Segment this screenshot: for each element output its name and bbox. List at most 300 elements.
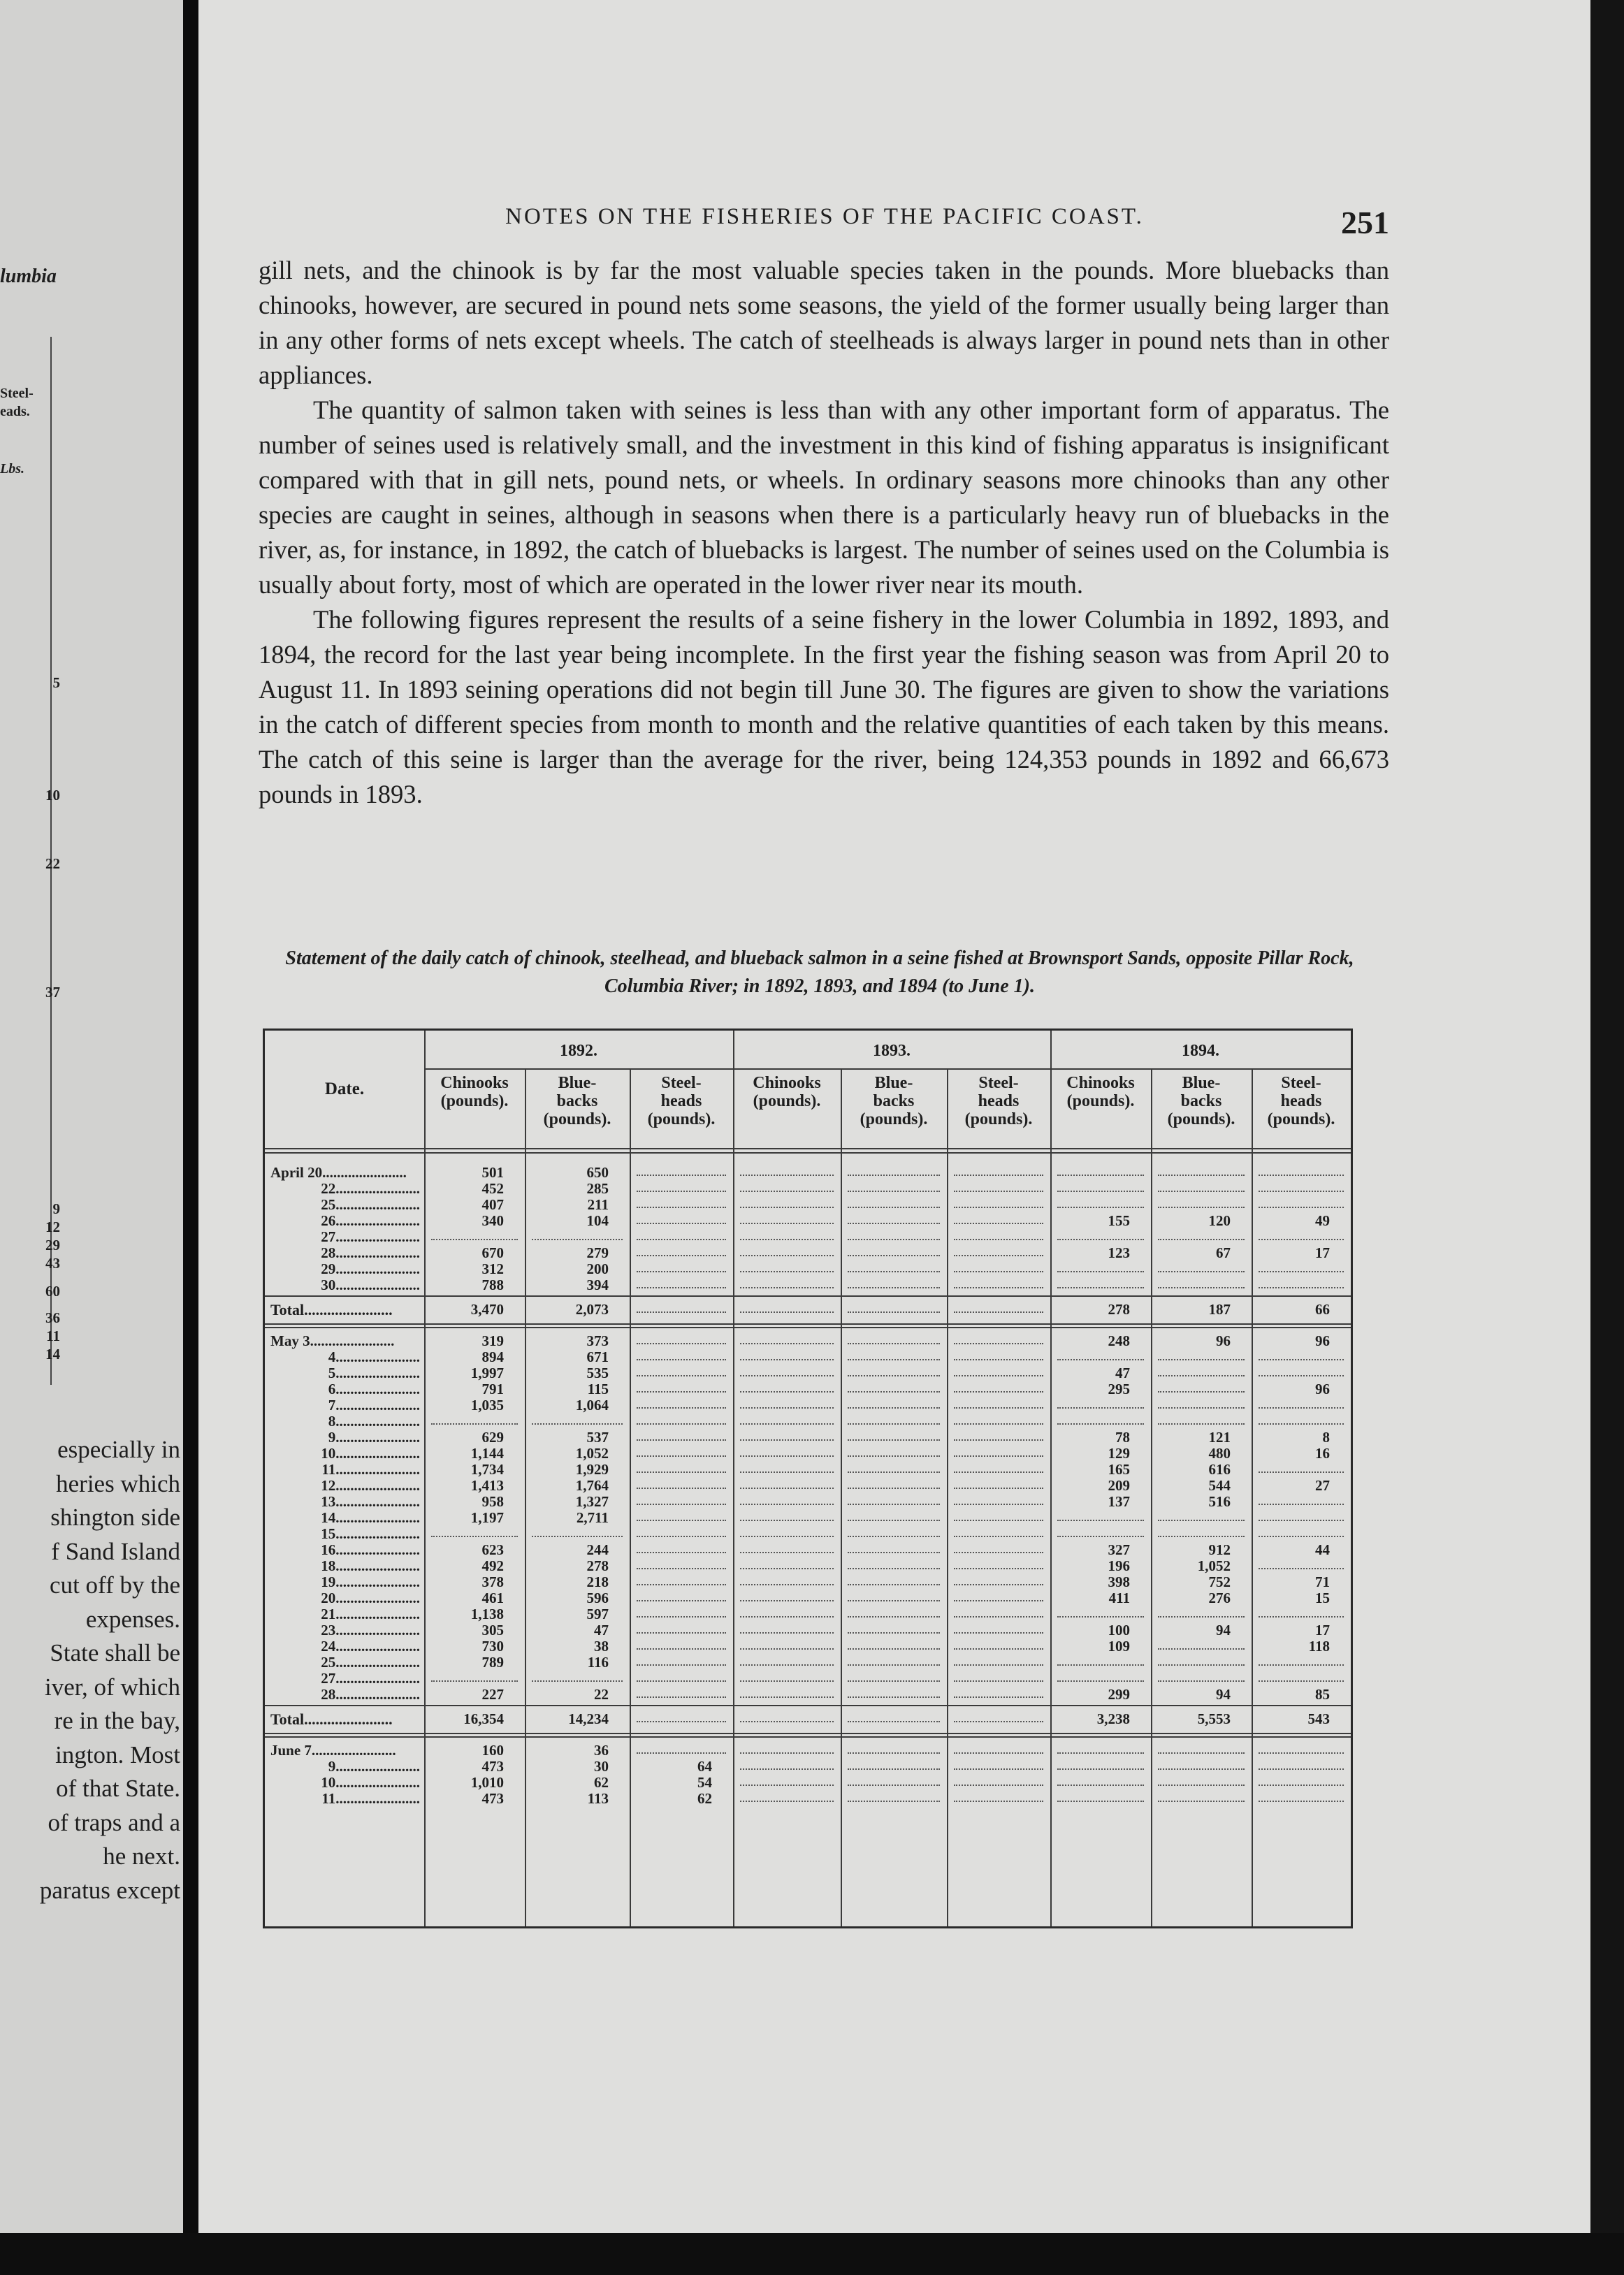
empty-cell-leader [637, 1229, 726, 1240]
empty-cell-leader [1158, 1165, 1245, 1176]
data-cell: 196 [1108, 1557, 1130, 1574]
data-cell: 218 [586, 1573, 609, 1590]
table-row [265, 1349, 1351, 1365]
data-cell: 958 [481, 1493, 504, 1510]
empty-cell-leader [740, 1671, 834, 1682]
table-row [265, 1542, 1351, 1558]
empty-cell-leader [848, 1574, 940, 1585]
empty-cell-leader [1158, 1229, 1245, 1240]
empty-cell-leader [1057, 1261, 1144, 1272]
empty-cell-leader [740, 1759, 834, 1770]
empty-cell-leader [1158, 1638, 1245, 1650]
empty-cell-leader [740, 1574, 834, 1585]
empty-cell-leader [954, 1638, 1043, 1650]
row-date: 28....................... [321, 1245, 420, 1261]
empty-cell-leader [1057, 1349, 1144, 1360]
data-cell: 730 [481, 1638, 504, 1655]
empty-cell-leader [740, 1622, 834, 1634]
empty-cell-leader [954, 1711, 1043, 1722]
data-cell: 94 [1216, 1622, 1231, 1638]
empty-cell-leader [431, 1671, 518, 1682]
data-cell: 373 [586, 1332, 609, 1349]
empty-cell-leader [954, 1687, 1043, 1698]
empty-cell-leader [637, 1277, 726, 1288]
data-cell: 96 [1315, 1332, 1330, 1349]
left-page-line: re in the bay, [54, 1707, 180, 1734]
empty-cell-leader [1057, 1181, 1144, 1192]
row-date: April 20....................... [270, 1165, 407, 1181]
table-row [265, 1638, 1351, 1655]
row-date: June 7....................... [270, 1743, 396, 1759]
empty-cell-leader [848, 1743, 940, 1754]
empty-cell-leader [848, 1165, 940, 1176]
row-date: 21....................... [321, 1606, 420, 1622]
row-date: 19....................... [321, 1574, 420, 1590]
left-page-number: 60 [45, 1283, 60, 1300]
data-cell: 299 [1108, 1686, 1130, 1703]
row-date: 25....................... [321, 1655, 420, 1671]
empty-cell-leader [637, 1743, 726, 1754]
empty-cell-leader [637, 1397, 726, 1409]
table-row [265, 1759, 1351, 1775]
data-cell: 1,052 [575, 1445, 609, 1462]
data-cell: 492 [481, 1557, 504, 1574]
left-page-fragment [0, 0, 183, 2236]
data-cell: 623 [481, 1541, 504, 1558]
data-cell: 209 [1108, 1477, 1130, 1494]
data-cell: 452 [481, 1180, 504, 1197]
empty-cell-leader [637, 1542, 726, 1553]
empty-cell-leader [740, 1365, 834, 1376]
data-cell: 1,064 [575, 1397, 609, 1413]
body-text [259, 253, 1389, 812]
empty-cell-leader [954, 1494, 1043, 1505]
data-cell: 516 [1208, 1493, 1231, 1510]
empty-cell-leader [954, 1333, 1043, 1344]
empty-cell-leader [1158, 1277, 1245, 1288]
data-cell: 789 [481, 1654, 504, 1671]
data-cell: 49 [1315, 1212, 1330, 1229]
data-cell: 67 [1216, 1244, 1231, 1261]
empty-cell-leader [1259, 1791, 1344, 1802]
total-row [265, 1711, 1351, 1727]
data-cell: 64 [697, 1758, 712, 1775]
column-header: Steel- heads (pounds). [964, 1074, 1033, 1128]
data-cell: 1,413 [470, 1477, 504, 1494]
empty-cell-leader [848, 1526, 940, 1537]
table-row [265, 1558, 1351, 1574]
empty-cell-leader [740, 1743, 834, 1754]
empty-cell-leader [848, 1558, 940, 1569]
empty-cell-leader [848, 1622, 940, 1634]
table-row [265, 1494, 1351, 1510]
empty-cell-leader [637, 1381, 726, 1393]
paragraph-1: gill nets, and the chinook is by far the most valuable species taken in the pounds. More bluebacks than chinooks, however, are secured in pound nets some seasons, the yield of the former usually being larger than in any other forms of nets except wheels. The catch of steelheads is always larger in pound nets than in other appliances. [259, 256, 1389, 389]
data-cell: 94 [1216, 1686, 1231, 1703]
data-cell: 62 [697, 1790, 712, 1807]
empty-cell-leader [848, 1397, 940, 1409]
left-page-number: 37 [45, 984, 60, 1001]
table-row [265, 1574, 1351, 1590]
empty-cell-leader [954, 1671, 1043, 1682]
empty-cell-leader [1158, 1791, 1245, 1802]
empty-cell-leader [848, 1759, 940, 1770]
total-rule [265, 1323, 1351, 1325]
empty-cell-leader [1158, 1413, 1245, 1425]
table-row [265, 1687, 1351, 1703]
empty-cell-leader [954, 1261, 1043, 1272]
data-cell: 14,234 [568, 1710, 609, 1727]
empty-cell-leader [848, 1638, 940, 1650]
catch-table [263, 1029, 1353, 1928]
left-page-number: 14 [45, 1346, 60, 1362]
row-date: 30....................... [321, 1277, 420, 1293]
empty-cell-leader [1158, 1261, 1245, 1272]
empty-cell-leader [740, 1711, 834, 1722]
empty-cell-leader [954, 1622, 1043, 1634]
empty-cell-leader [1259, 1558, 1344, 1569]
empty-cell-leader [637, 1478, 726, 1489]
data-cell: 38 [594, 1638, 609, 1655]
empty-cell-leader [637, 1462, 726, 1473]
left-page-heading: lumbia [0, 266, 57, 287]
empty-cell-leader [848, 1245, 940, 1256]
column-header: Steel- heads (pounds). [647, 1074, 716, 1128]
left-page-line: f Sand Island [51, 1537, 180, 1565]
data-cell: 200 [586, 1260, 609, 1277]
data-cell: 473 [481, 1790, 504, 1807]
empty-cell-leader [954, 1574, 1043, 1585]
empty-cell-leader [848, 1671, 940, 1682]
data-cell: 78 [1115, 1429, 1130, 1446]
table-row [265, 1213, 1351, 1229]
empty-cell-leader [1259, 1494, 1344, 1505]
empty-cell-leader [1057, 1413, 1144, 1425]
empty-cell-leader [740, 1775, 834, 1786]
left-page-number: 29 [45, 1237, 60, 1253]
data-cell: 71 [1315, 1573, 1330, 1590]
empty-cell-leader [954, 1165, 1043, 1176]
empty-cell-leader [848, 1478, 940, 1489]
data-cell: 155 [1108, 1212, 1130, 1229]
empty-cell-leader [1057, 1791, 1144, 1802]
data-cell: 278 [1108, 1301, 1130, 1318]
empty-cell-leader [1158, 1181, 1245, 1192]
empty-cell-leader [532, 1229, 623, 1240]
empty-cell-leader [740, 1526, 834, 1537]
year-header: 1892. [560, 1042, 597, 1060]
data-cell: 160 [481, 1742, 504, 1759]
data-cell: 276 [1208, 1590, 1231, 1606]
empty-cell-leader [637, 1526, 726, 1537]
empty-cell-leader [1057, 1606, 1144, 1618]
table-row [265, 1430, 1351, 1446]
total-rule [265, 1736, 1351, 1738]
empty-cell-leader [1158, 1526, 1245, 1537]
table-row [265, 1245, 1351, 1261]
row-date: 25....................... [321, 1197, 420, 1213]
table-row [265, 1590, 1351, 1606]
table-row [265, 1622, 1351, 1638]
column-header: Blue- backs (pounds). [860, 1074, 928, 1128]
empty-cell-leader [637, 1655, 726, 1666]
year-underline [424, 1068, 733, 1070]
table-row [265, 1446, 1351, 1462]
empty-cell-leader [740, 1229, 834, 1240]
empty-cell-leader [740, 1791, 834, 1802]
data-cell: 340 [481, 1212, 504, 1229]
data-cell: 1,734 [470, 1461, 504, 1478]
data-cell: 47 [1115, 1365, 1130, 1381]
empty-cell-leader [1259, 1165, 1344, 1176]
table-row [265, 1165, 1351, 1181]
scan-border [0, 2233, 1624, 2275]
empty-cell-leader [1259, 1775, 1344, 1786]
row-date: 18....................... [321, 1558, 420, 1574]
empty-cell-leader [637, 1333, 726, 1344]
data-cell: 1,327 [575, 1493, 609, 1510]
data-cell: 109 [1108, 1638, 1130, 1655]
empty-cell-leader [1158, 1510, 1245, 1521]
empty-cell-leader [740, 1181, 834, 1192]
empty-cell-leader [740, 1333, 834, 1344]
data-cell: 104 [586, 1212, 609, 1229]
data-cell: 1,138 [470, 1606, 504, 1622]
empty-cell-leader [1158, 1655, 1245, 1666]
column-header: Steel- heads (pounds). [1267, 1074, 1335, 1128]
row-date: 27....................... [321, 1671, 420, 1687]
empty-cell-leader [1158, 1365, 1245, 1376]
empty-cell-leader [1259, 1413, 1344, 1425]
page-edge [1590, 0, 1624, 2275]
data-cell: 118 [1308, 1638, 1330, 1655]
data-cell: 3,238 [1096, 1710, 1130, 1727]
data-cell: 211 [587, 1196, 609, 1213]
empty-cell-leader [1158, 1397, 1245, 1409]
empty-cell-leader [637, 1558, 726, 1569]
data-cell: 1,929 [575, 1461, 609, 1478]
left-page-number: 12 [45, 1219, 60, 1235]
row-date: 28....................... [321, 1687, 420, 1703]
empty-cell-leader [637, 1446, 726, 1457]
data-cell: 597 [586, 1606, 609, 1622]
empty-cell-leader [637, 1574, 726, 1585]
year-header: 1894. [1182, 1042, 1219, 1060]
row-date: 24....................... [321, 1638, 420, 1655]
empty-cell-leader [848, 1365, 940, 1376]
data-cell: 2,711 [576, 1509, 609, 1526]
row-date: Total....................... [270, 1711, 393, 1727]
data-cell: 16 [1315, 1445, 1330, 1462]
empty-cell-leader [740, 1245, 834, 1256]
data-cell: 129 [1108, 1445, 1130, 1462]
left-page-line: paratus except [39, 1876, 180, 1904]
data-cell: 137 [1108, 1493, 1130, 1510]
data-cell: 912 [1208, 1541, 1231, 1558]
empty-cell-leader [848, 1446, 940, 1457]
empty-cell-leader [954, 1381, 1043, 1393]
empty-cell-leader [1057, 1229, 1144, 1240]
page-number: 251 [1341, 205, 1389, 240]
empty-cell-leader [1259, 1462, 1344, 1473]
left-page-number: 11 [46, 1328, 60, 1344]
empty-cell-leader [740, 1430, 834, 1441]
empty-cell-leader [1259, 1197, 1344, 1208]
empty-cell-leader [637, 1494, 726, 1505]
table-row [265, 1277, 1351, 1293]
empty-cell-leader [848, 1349, 940, 1360]
data-cell: 1,010 [470, 1774, 504, 1791]
empty-cell-leader [848, 1711, 940, 1722]
data-cell: 791 [481, 1381, 504, 1397]
empty-cell-leader [954, 1775, 1043, 1786]
data-cell: 312 [481, 1260, 504, 1277]
data-cell: 3,470 [470, 1301, 504, 1318]
data-cell: 62 [594, 1774, 609, 1791]
empty-cell-leader [848, 1197, 940, 1208]
empty-cell-leader [637, 1365, 726, 1376]
data-cell: 1,764 [575, 1477, 609, 1494]
empty-cell-leader [637, 1510, 726, 1521]
empty-cell-leader [740, 1165, 834, 1176]
empty-cell-leader [848, 1261, 940, 1272]
data-cell: 1,052 [1197, 1557, 1231, 1574]
table-row [265, 1478, 1351, 1494]
empty-cell-leader [740, 1197, 834, 1208]
empty-cell-leader [637, 1606, 726, 1618]
data-cell: 305 [481, 1622, 504, 1638]
row-date: 23....................... [321, 1622, 420, 1638]
data-cell: 36 [594, 1742, 609, 1759]
empty-cell-leader [848, 1590, 940, 1601]
empty-cell-leader [954, 1791, 1043, 1802]
empty-cell-leader [637, 1671, 726, 1682]
data-cell: 113 [587, 1790, 609, 1807]
empty-cell-leader [740, 1510, 834, 1521]
empty-cell-leader [1259, 1606, 1344, 1618]
empty-cell-leader [740, 1413, 834, 1425]
empty-cell-leader [848, 1775, 940, 1786]
empty-cell-leader [637, 1197, 726, 1208]
row-date: 4....................... [328, 1349, 420, 1365]
empty-cell-leader [532, 1413, 623, 1425]
data-cell: 116 [587, 1654, 609, 1671]
table-row [265, 1413, 1351, 1430]
total-rule [265, 1295, 1351, 1297]
empty-cell-leader [637, 1687, 726, 1698]
total-row [265, 1302, 1351, 1318]
empty-cell-leader [954, 1197, 1043, 1208]
table-row [265, 1791, 1351, 1807]
data-cell: 752 [1208, 1573, 1231, 1590]
empty-cell-leader [637, 1590, 726, 1601]
left-page-line: he next. [103, 1842, 180, 1870]
empty-cell-leader [848, 1430, 940, 1441]
data-cell: 115 [587, 1381, 609, 1397]
year-underline [1050, 1068, 1351, 1070]
data-cell: 85 [1315, 1686, 1330, 1703]
left-page-number: 22 [45, 855, 60, 872]
table-row [265, 1743, 1351, 1759]
empty-cell-leader [848, 1606, 940, 1618]
data-cell: 411 [1108, 1590, 1130, 1606]
row-date: May 3....................... [270, 1333, 395, 1349]
empty-cell-leader [1259, 1526, 1344, 1537]
left-page-line: State shall be [50, 1639, 180, 1666]
empty-cell-leader [431, 1413, 518, 1425]
data-cell: 544 [1208, 1477, 1231, 1494]
data-cell: 2,073 [575, 1301, 609, 1318]
left-page-line: iver, of which [45, 1673, 180, 1701]
data-cell: 227 [481, 1686, 504, 1703]
empty-cell-leader [1259, 1655, 1344, 1666]
data-cell: 671 [586, 1349, 609, 1365]
empty-cell-leader [954, 1446, 1043, 1457]
table-row [265, 1655, 1351, 1671]
empty-cell-leader [848, 1413, 940, 1425]
table-row [265, 1397, 1351, 1413]
left-page-line: especially in [57, 1436, 180, 1463]
total-rule [265, 1327, 1351, 1328]
empty-cell-leader [1057, 1197, 1144, 1208]
empty-cell-leader [1057, 1759, 1144, 1770]
data-cell: 96 [1315, 1381, 1330, 1397]
column-header: Chinooks (pounds). [753, 1074, 821, 1110]
total-rule [265, 1705, 1351, 1706]
date-column-header: Date. [324, 1080, 365, 1098]
empty-cell-leader [1057, 1655, 1144, 1666]
data-cell: 244 [586, 1541, 609, 1558]
empty-cell-leader [740, 1462, 834, 1473]
table-row [265, 1462, 1351, 1478]
left-page-line: expenses. [85, 1605, 180, 1633]
left-page-number: 5 [52, 674, 60, 691]
data-cell: 650 [586, 1164, 609, 1181]
empty-cell-leader [1259, 1261, 1344, 1272]
row-date: 5....................... [328, 1365, 420, 1381]
column-header: Blue- backs (pounds). [1167, 1074, 1235, 1128]
empty-cell-leader [637, 1261, 726, 1272]
row-date: 29....................... [321, 1261, 420, 1277]
data-cell: 165 [1108, 1461, 1130, 1478]
empty-cell-leader [954, 1277, 1043, 1288]
left-page-number: 10 [45, 787, 60, 804]
empty-cell-leader [954, 1462, 1043, 1473]
empty-cell-leader [1057, 1510, 1144, 1521]
paragraph-3: The following figures represent the results of a seine fishery in the lower Columbia in 1892, 1893, and 1894, the record for the last year being incomplete. In the first year the fishing season was from April 20 to August 11. In 1893 seining operations did not begin till June 30. The figures are given to show the variations in the catch of different species from month to month and the relative quantities of each taken by this means. The catch of this seine is larger than the average for the river, being 124,353 pounds in 1892 and 66,673 pounds in 1893. [259, 605, 1389, 808]
left-page-line: cut off by the [50, 1571, 180, 1599]
table-row [265, 1526, 1351, 1542]
left-page-number: 9 [52, 1200, 60, 1217]
data-cell: 8 [1322, 1429, 1330, 1446]
empty-cell-leader [848, 1494, 940, 1505]
data-cell: 501 [481, 1164, 504, 1181]
data-cell: 279 [586, 1244, 609, 1261]
empty-cell-leader [1158, 1743, 1245, 1754]
empty-cell-leader [954, 1245, 1043, 1256]
data-cell: 480 [1208, 1445, 1231, 1462]
empty-cell-leader [1057, 1277, 1144, 1288]
data-cell: 16,354 [463, 1710, 504, 1727]
left-page-line: heries which [56, 1469, 180, 1497]
row-date: Total....................... [270, 1302, 393, 1318]
data-cell: 17 [1315, 1244, 1330, 1261]
table-caption: Statement of the daily catch of chinook, steelhead, and blueback salmon in a seine fished at Brownsport Sands, opposite Pillar Rock, Columbia River; in 1892, 1893, and 1894 (to June 1). [285, 947, 1354, 997]
row-date: 22....................... [321, 1181, 420, 1197]
data-cell: 398 [1108, 1573, 1130, 1590]
data-cell: 1,035 [470, 1397, 504, 1413]
left-page-number: 43 [45, 1255, 60, 1272]
